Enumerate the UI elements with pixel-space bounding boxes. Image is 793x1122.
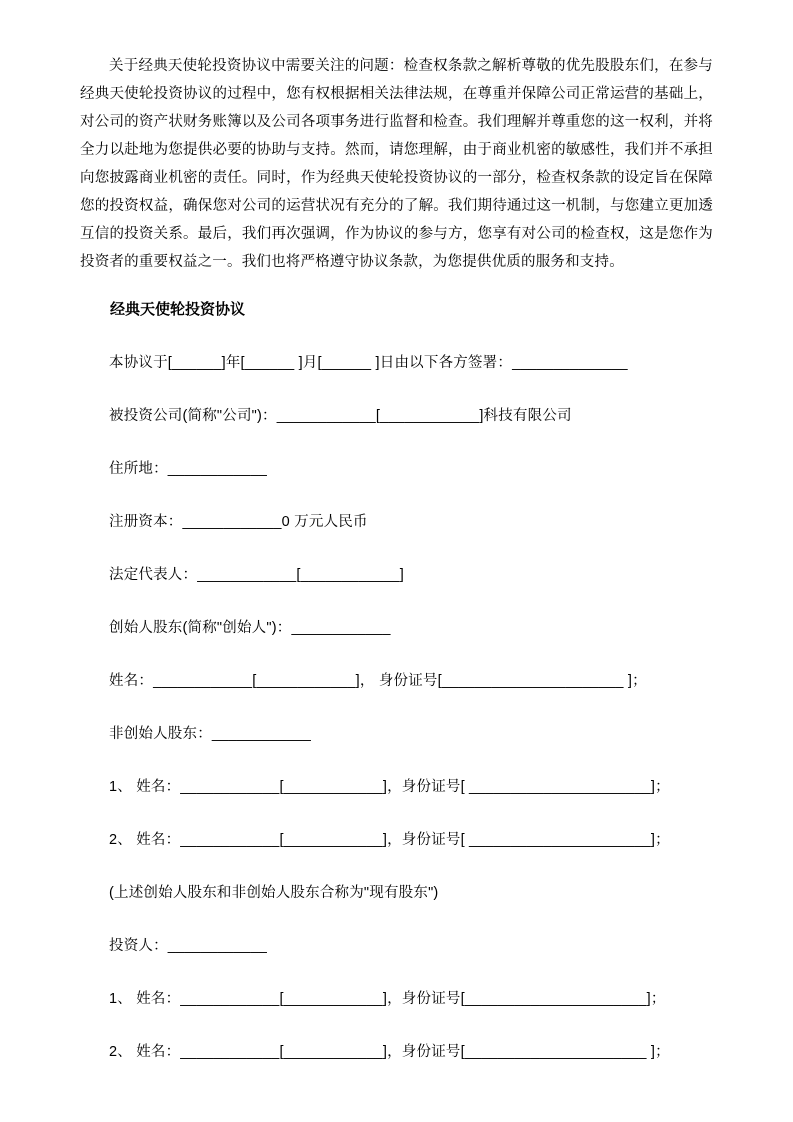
form-line-investor-1: 1、 姓名：____________[____________]，身份证号[______________________]； [109, 991, 666, 1007]
form-line-founder-name-id: 姓名：____________[____________]， 身份证号[______________________ ]； [109, 673, 647, 689]
form-line-legal-representative: 法定代表人：____________[____________] [109, 567, 404, 583]
form-line-investor: 投资人：____________ [109, 938, 267, 954]
document-title: 经典天使轮投资协议 [110, 301, 246, 318]
form-line-founder-shareholder: 创始人股东(简称"创始人")：____________ [109, 620, 391, 636]
form-line-signing-date: 本协议于[______]年[______ ]月[______ ]日由以下各方签署：______________ [109, 355, 628, 371]
form-line-company: 被投资公司(简称"公司")：____________[____________]科技有限公司 [109, 408, 572, 424]
form-line-domicile: 住所地：____________ [109, 461, 267, 477]
form-line-non-founder-2: 2、 姓名：____________[____________]，身份证号[ ______________________]； [109, 832, 670, 848]
form-line-non-founder-shareholder: 非创始人股东：____________ [109, 726, 312, 742]
form-line-registered-capital: 注册资本：____________0 万元人民币 [109, 514, 368, 530]
form-line-investor-2: 2、 姓名：____________[____________]，身份证号[______________________ ]； [109, 1044, 670, 1060]
form-line-non-founder-1: 1、 姓名：____________[____________]，身份证号[ ______________________]； [109, 779, 670, 795]
form-line-existing-shareholders-note: (上述创始人股东和非创始人股东合称为"现有股东") [109, 885, 439, 901]
intro-paragraph: 关于经典天使轮投资协议中需要关注的问题：检查权条款之解析尊敬的优先股股东们，在参与经典天使轮投资协议的过程中，您有权根据相关法律法规，在尊重并保障公司正常运营的基础上，对公司的资产状财务账簿以及公司各项事务进行监督和检查。我们理解并尊重您的这一权利，并将全力以赴地为您提供必要的协助与支持。然而，请您理解，由于商业机密的敏感性，我们并不承担向您披露商业机密的责任。同时，作为经典天使轮投资协议的一部分，检查权条款的设定旨在保障您的投资权益，确保您对公司的运营状况有充分的了解。我们期待通过这一机制，与您建立更加透互信的投资关系。最后，我们再次强调，作为协议的参与方，您享有对公司的检查权，这是您作为投资者的重要权益之一。我们也将严格遵守协议条款，为您提供优质的服务和支持。 [80, 58, 713, 270]
